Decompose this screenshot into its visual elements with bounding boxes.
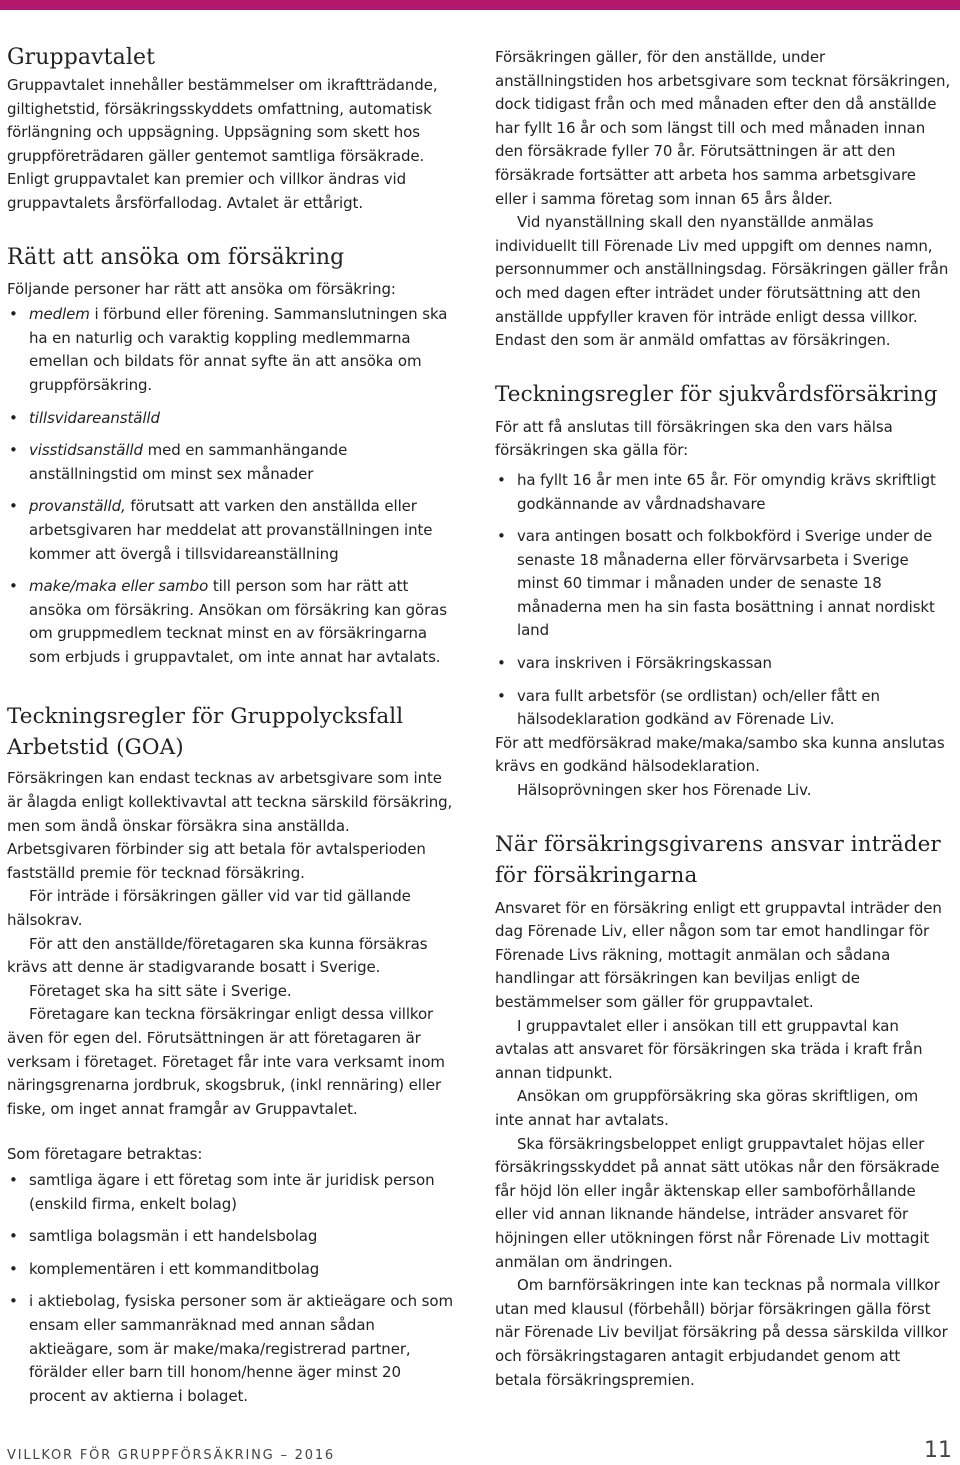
sjukvard-list [495, 469, 951, 732]
paragraph: Gruppavtalet innehåller bestämmelser om ikraftträdande, giltighetstid, försäkringsskyddets omfattning, automatisk förlängning och uppsägning. Uppsägning som skett hos gruppföreträdaren gäller gentemot samtliga försäkrade. Enligt gruppavtalet kan premier och villkor ändras vid gruppavtalets årsförfallodag. Avtalet är ettårigt. [7, 76, 438, 212]
paragraph: Företaget ska ha sitt säte i Sverige. [29, 981, 292, 1000]
section-sjukvard [495, 379, 951, 803]
section-gruppavtalet [7, 44, 457, 216]
list-item: • provanställd, förutsatt att varken den anställda eller arbetsgivaren har meddelat att provanställningen inte kommer att övergå i tillsvidareanställning [7, 495, 457, 566]
list-item: • i aktiebolag, fysiska personer som är aktieägare och som ensam eller sammanräknad med annan sådan aktieägare, som är make/maka/registrerad partner, förälder eller barn till honom/henne äger minst 20 procent av aktierna i bolaget. [7, 1290, 457, 1408]
list-item: • samtliga bolagsmän i ett handelsbolag [7, 1225, 457, 1249]
paragraph: Följande personer har rätt att ansöka om försäkring: [7, 279, 396, 298]
paragraph: För att medförsäkrad make/maka/sambo ska kunna anslutas krävs en godkänd hälsodeklaration. [495, 733, 945, 776]
page-number: 11 [924, 1438, 952, 1463]
list-item: • komplementären i ett kommanditbolag [7, 1258, 457, 1282]
section-goa [7, 701, 457, 1408]
section-ansvar [495, 829, 951, 1392]
paragraph: Om barnförsäkringen inte kan tecknas på normala villkor utan med klausul (förbehåll) börjar försäkringen gälla först när Förenade Liv beviljat försäkring på dessa särskilda villkor och försäkringstagaren antagit erbjudandet genom att betala försäkringspremien. [495, 1276, 948, 1389]
paragraph: Ska försäkringsbeloppet enligt gruppavtalet höjas eller försäkringsskyddet på annat sätt utökas når den försäkrade får höjd lön eller ingår äktenskap eller samboförhållande eller vid annan liknande händelse, inträder ansvaret för höjningen eller utökningen först når Förenade Liv mottagit anmälan om ändringen. [495, 1134, 940, 1271]
paragraph: Hälsoprövningen sker hos Förenade Liv. [517, 781, 812, 800]
right-column [495, 46, 951, 1392]
list-item: • tillsvidareanställd [7, 407, 457, 431]
list-item: • visstidsanställd med en sammanhängande anställningstid om minst sex månader [7, 439, 457, 486]
paragraph: Försäkringen kan endast tecknas av arbetsgivare som inte är ålagda enligt kollektivavtal att teckna särskild försäkring, men som ändå önskar försäkra sina anställda. Arbetsgivaren förbinder sig att betala för avtalsperioden fastställd premie för tecknad försäkring. [7, 769, 453, 882]
list-item: • vara fullt arbetsför (se ordlistan) och/eller fått en hälsodeklaration godkänd av Förenade Liv. [495, 685, 951, 732]
list-item: • ha fyllt 16 år men inte 65 år. För omyndig krävs skriftligt godkännande av vårdnadshavare [495, 469, 951, 516]
eligibility-list [7, 303, 457, 669]
heading-goa: Teckningsregler för Gruppolycksfall Arbetstid (GOA) [7, 704, 404, 761]
list-item: • samtliga ägare i ett företag som inte är juridisk person (enskild firma, enkelt bolag) [7, 1169, 457, 1216]
paragraph: Företagare kan teckna försäkringar enligt dessa villkor även för egen del. Förutsättningen är att företagaren är verksam i företaget. Företaget får inte vara verksamt inom näringsgrenarna jordbruk, skogsbruk, (inkl rennäring) eller fiske, om inget annat framgår av Gruppavtalet. [7, 1005, 445, 1118]
section-forsakringen-galler [495, 46, 951, 353]
list-item: • vara inskriven i Försäkringskassan [495, 652, 951, 676]
footer-doc-title: VILLKOR FÖR GRUPPFÖRSÄKRING – 2016 [7, 1448, 335, 1463]
paragraph: Vid nyanställning skall den nyanställde anmälas individuellt till Förenade Liv med uppgift om dennes namn, personnummer och anställningsdag. Försäkringen gäller från och med dagen efter inträdet under förutsättning att den anställde uppfyller kraven för inträde enligt dessa villkor. Endast den som är anmäld omfattas av försäkringen. [495, 213, 949, 350]
paragraph: Ansökan om gruppförsäkring ska göras skriftligen, om inte annat har avtalats. [495, 1087, 919, 1129]
top-accent-bar [0, 0, 960, 10]
paragraph: I gruppavtalet eller i ansökan till ett gruppavtal kan avtalas att ansvaret för försäkringen ska träda i kraft från annan tidpunkt. [495, 1016, 923, 1082]
left-column [7, 44, 457, 1408]
heading-ansvar: När försäkringsgivarens ansvar inträder för försäkringarna [495, 831, 941, 888]
paragraph: Ansvaret för en försäkring enligt ett gruppavtal inträder den dag Förenade Liv, eller någon som tar emot handlingar för Förenade Livs räkning, mottagit anmälan och sådana handlingar att försäkringen kan beviljas enligt de bestämmelser som gäller för gruppavtalet. [495, 898, 942, 1011]
paragraph: För att få anslutas till försäkringen ska den vars hälsa försäkringen ska gälla för: [495, 417, 893, 460]
foretagare-list [7, 1169, 457, 1408]
paragraph: Försäkringen gäller, för den anställde, under anställningstiden hos arbetsgivare som tecknat försäkringen, dock tidigast från och med månaden efter den då anställde har fyllt 16 år och som längst till och med månaden innan den försäkrade fyller 70 år. Förutsättningen är att den försäkrade fortsätter att arbeta hos samma arbetsgivare eller i samma företag som innan 65 års ålder. [495, 48, 951, 208]
paragraph: För inträde i försäkringen gäller vid var tid gällande hälsokrav. [7, 887, 411, 930]
list-item: • medlem i förbund eller förening. Sammanslutningen ska ha en naturlig och varaktig koppling medlemmarna emellan och bildats för annat syfte än att ansöka om gruppförsäkring. [7, 303, 457, 397]
paragraph: För att den anställde/företagaren ska kunna försäkras krävs att denne är stadigvarande bosatt i Sverige. [7, 934, 428, 977]
heading-ratt-att-ansoka: Rätt att ansöka om försäkring [7, 244, 345, 270]
list-item: • vara antingen bosatt och folkbokförd i Sverige under de senaste 18 månaderna eller förvärvsarbeta i Sverige minst 60 timmar i månaden under de senaste 18 månaderna men ha sin fasta bosättning i annat nordiskt land [495, 525, 951, 643]
heading-gruppavtalet: Gruppavtalet [7, 45, 156, 70]
section-ratt-att-ansoka [7, 244, 457, 670]
list-item: • make/maka eller sambo till person som har rätt att ansöka om försäkring. Ansökan om försäkring kan göras om gruppmedlem tecknat minst en av försäkringarna som erbjuds i gruppavtalet, om inte annat har avtalats. [7, 575, 457, 669]
paragraph: Som företagare betraktas: [7, 1145, 203, 1164]
heading-sjukvard: Teckningsregler för sjukvårdsförsäkring [495, 381, 938, 407]
